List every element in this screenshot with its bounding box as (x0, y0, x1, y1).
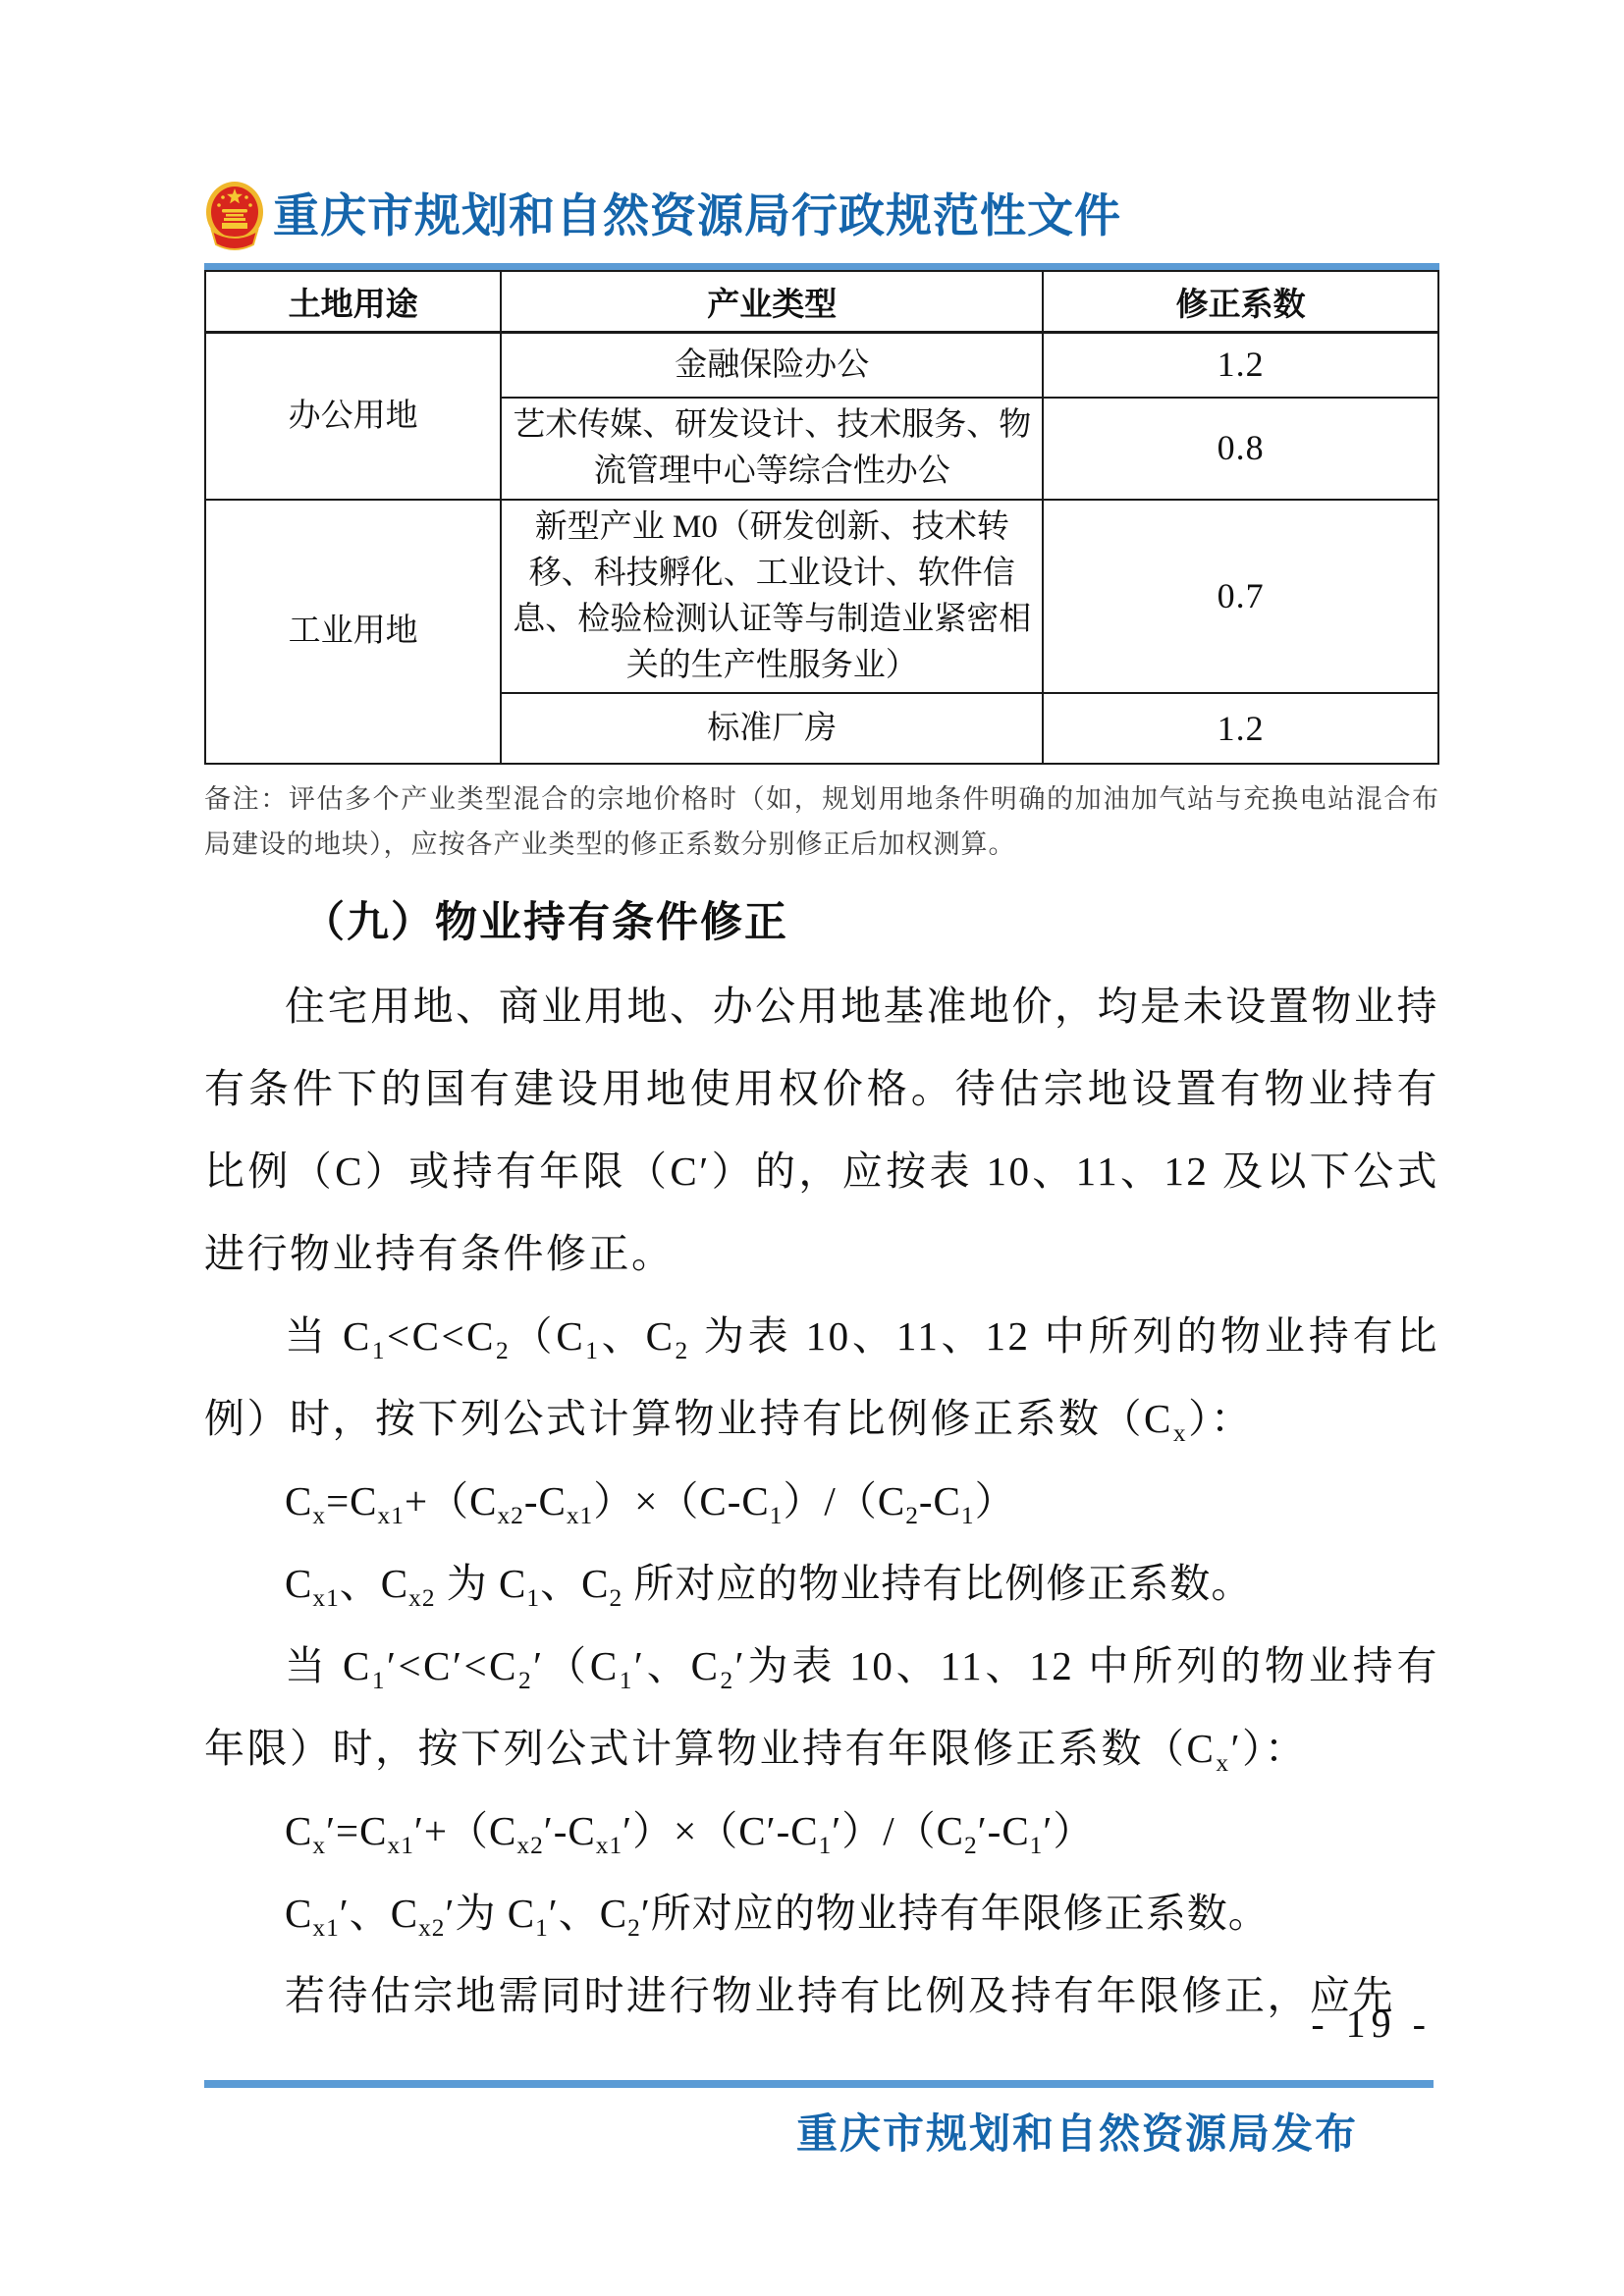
header-divider (204, 263, 1439, 270)
industry-cell: 金融保险办公 (501, 333, 1043, 399)
correction-coefficient-table (204, 270, 1439, 765)
table-row (205, 333, 1438, 399)
table-row (205, 500, 1438, 693)
industry-cell: 新型产业 M0（研发创新、技术转移、科技孵化、工业设计、软件信息、检验检测认证等与制造业紧密相关的生产性服务业） (501, 500, 1043, 693)
coefficient-cell: 1.2 (1043, 333, 1438, 399)
column-header-land-use: 土地用途 (205, 271, 501, 333)
document-title: 重庆市规划和自然资源局行政规范性文件 (273, 191, 1121, 242)
document-header (204, 180, 1439, 254)
table-header-row (205, 271, 1438, 333)
document-content (204, 180, 1439, 2037)
section-heading: （九）物业持有条件修正 (302, 900, 788, 947)
coefficient-cell: 0.7 (1043, 500, 1438, 693)
paragraph: $C_{x1}$、$C_{x2}$ 为 $C_1$、$C_2$ 所对应的物业持有比例修正系数。 (285, 1561, 1253, 1613)
formula-line: $C_x=C_{x1}+(C_{x2}-C_{x1})\times(C-C_1)/(C_2-C_1)$ (285, 1478, 1016, 1530)
page-number: - 19 - (1311, 2002, 1432, 2046)
column-header-industry-type: 产业类型 (501, 271, 1043, 333)
industry-cell: 标准厂房 (501, 693, 1043, 764)
coefficient-cell: 0.8 (1043, 398, 1438, 500)
coefficient-cell: 1.2 (1043, 693, 1438, 764)
column-header-coefficient: 修正系数 (1043, 271, 1438, 333)
land-use-cell-office: 办公用地 (205, 333, 501, 501)
paragraph: 当 $C_1'<C'<C_2'(C_1'$、$C_2'$为表 10、11、12 中所列的物业持有年限）时，按下列公式计算物业持有年限修正系数$(C_x')$： (204, 1643, 1439, 1778)
land-use-cell-industrial: 工业用地 (205, 500, 501, 764)
paragraph: 当 $C_1<C<C_2(C_1$、$C_2$ 为表 10、11、12 中所列的物业持有比例）时，按下列公式计算物业持有比例修正系数$(C_x)$： (204, 1313, 1439, 1448)
table-note: 备注：评估多个产业类型混合的宗地价格时（如，规划用地条件明确的加油加气站与充换电站混合布局建设的地块），应按各产业类型的修正系数分别修正后加权测算。 (204, 784, 1439, 860)
paragraph: $C_{x1}'$、$C_{x2}'$为 $C_1'$、$C_2'$所对应的物业持有年限修正系数。 (285, 1891, 1270, 1943)
national-emblem-icon (204, 180, 265, 254)
paragraph: 住宅用地、商业用地、办公用地基准地价，均是未设置物业持有条件下的国有建设用地使用权价格。待估宗地设置有物业持有比例（C）或持有年限（C′）的，应按表 10、11、12 及以下公式进行物业持有条件修正。 (204, 984, 1439, 1277)
footer-divider (204, 2080, 1434, 2088)
footer-publisher: 重庆市规划和自然资源局发布 (795, 2112, 1358, 2158)
paragraph: 若待估宗地需同时进行物业持有比例及持有年限修正，应先 (285, 1973, 1395, 2019)
formula-line: $C_x'=C_{x1}'+(C_{x2}'-C_{x1}')\times(C'-C_1')/(C_2'-C_1')$ (285, 1808, 1095, 1860)
industry-cell: 艺术传媒、研发设计、技术服务、物流管理中心等综合性办公 (501, 398, 1043, 500)
